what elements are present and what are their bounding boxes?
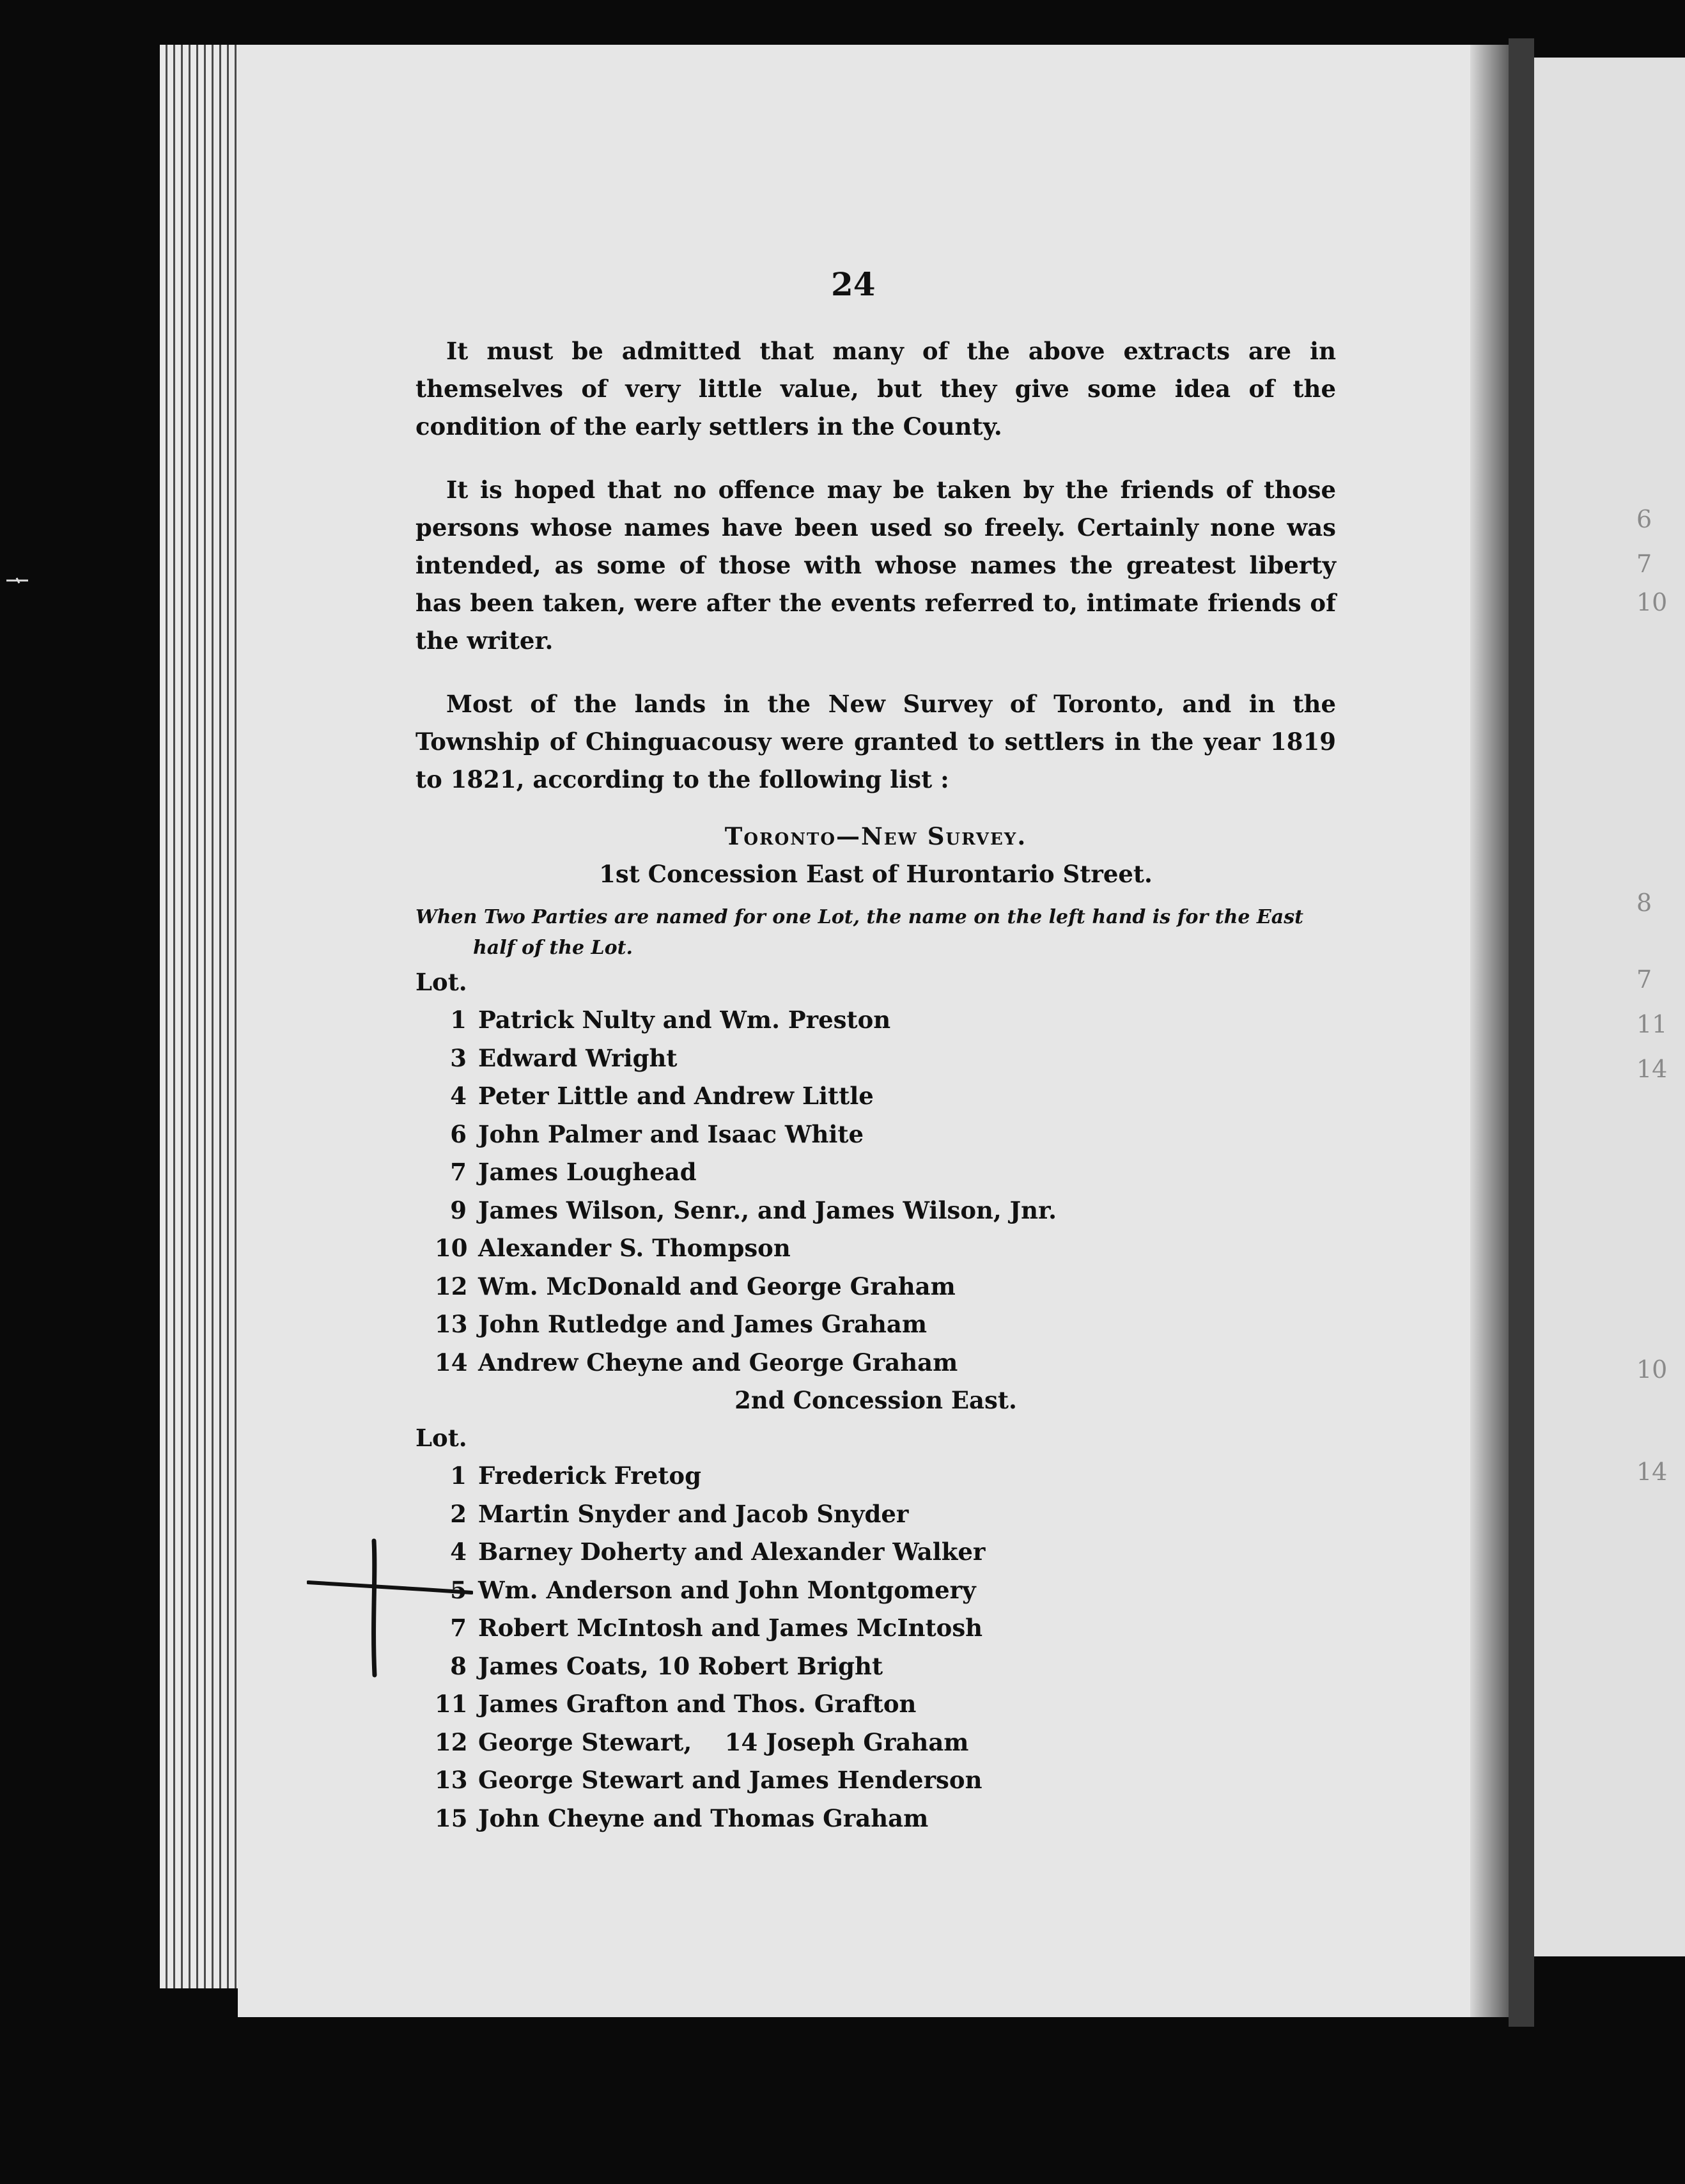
lot-names: James Wilson, Senr., and James Wilson, Jnr. xyxy=(478,1196,1057,1224)
lot-names: Alexander S. Thompson xyxy=(478,1234,791,1262)
list-item xyxy=(435,1077,1336,1116)
handwritten-cross-mark xyxy=(307,1538,473,1678)
adjacent-fragment: 7 xyxy=(1636,965,1652,994)
lot-names: Frederick Fretog xyxy=(478,1462,701,1490)
list-item xyxy=(435,1572,1336,1610)
lot-names: John Palmer and Isaac White xyxy=(478,1119,864,1148)
lot-number: 6 xyxy=(450,1119,467,1148)
lot-number: 2 xyxy=(450,1499,467,1528)
adjacent-fragment: 7 xyxy=(1636,550,1652,578)
adjacent-page xyxy=(1534,58,1685,1956)
lot-names: Patrick Nulty and Wm. Preston xyxy=(478,1006,891,1034)
lot-number: 7 xyxy=(450,1614,467,1642)
section-title: Toronto—New Survey. xyxy=(724,822,1027,850)
list-item xyxy=(435,1040,1336,1078)
lot-names: Peter Little and Andrew Little xyxy=(478,1082,874,1110)
list-item xyxy=(435,1495,1336,1534)
lot-names: John Rutledge and James Graham xyxy=(478,1310,927,1338)
adjacent-fragment: 10 xyxy=(1636,1355,1668,1384)
lot-names: Edward Wright xyxy=(478,1043,678,1072)
lot-names: James Coats, 10 Robert Bright xyxy=(478,1651,883,1680)
adjacent-fragment: 14 xyxy=(1636,1055,1668,1083)
list-item xyxy=(435,1306,1336,1344)
list-item xyxy=(435,1724,1336,1762)
lot-number: 14 xyxy=(435,1348,468,1377)
book-spine xyxy=(1509,38,1534,2027)
lot-number: 12 xyxy=(435,1272,468,1300)
stray-ink-mark xyxy=(5,575,31,586)
list-item xyxy=(435,1609,1336,1648)
adjacent-fragment: 6 xyxy=(1636,505,1652,533)
concession-heading: 1st Concession East of Hurontario Street. xyxy=(599,860,1153,888)
lot-column-label: Lot. xyxy=(415,1424,467,1452)
lot-number: 15 xyxy=(435,1804,468,1832)
list-item xyxy=(435,1192,1336,1230)
lot-number: 11 xyxy=(435,1690,468,1718)
list-item xyxy=(435,1648,1336,1686)
lot-number: 3 xyxy=(450,1043,467,1072)
list-item xyxy=(435,1116,1336,1154)
lot-number: 12 xyxy=(435,1728,468,1756)
lot-number: 4 xyxy=(450,1082,467,1110)
adjacent-fragment: 14 xyxy=(1636,1458,1668,1486)
lot-names: James Grafton and Thos. Grafton xyxy=(478,1690,917,1718)
lot-names: George Stewart, 14 Joseph Graham xyxy=(478,1728,969,1756)
list-item xyxy=(435,1229,1336,1268)
adjacent-fragment: 10 xyxy=(1636,588,1668,616)
lot-names: John Cheyne and Thomas Graham xyxy=(478,1804,929,1832)
lot-number: 7 xyxy=(450,1158,467,1186)
lot-column-label: Lot. xyxy=(415,968,467,996)
page-text xyxy=(415,262,1336,1837)
intro-paragraph: It must be admitted that many of the above extracts are in themselves of very little value, but they give some idea of the condition of the early settlers in the County. xyxy=(415,337,1336,441)
lot-note: When Two Parties are named for one Lot, the name on the left hand is for the East half of the Lot. xyxy=(415,906,1303,959)
concession-heading: 2nd Concession East. xyxy=(734,1386,1017,1414)
lot-names: Barney Doherty and Alexander Walker xyxy=(478,1538,986,1566)
list-item xyxy=(435,1761,1336,1800)
intro-paragraph: Most of the lands in the New Survey of Toronto, and in the Township of Chinguacousy were granted to settlers in the year 1819 to 1821, according to the following list : xyxy=(415,690,1336,793)
adjacent-fragment: 8 xyxy=(1636,889,1652,917)
intro-paragraph: It is hoped that no offence may be taken by the friends of those persons whose names have been used so freely. Certainly none was intended, as some of those with whose names the greatest liberty has been taken, were after the events referred to, intimate friends of the writer. xyxy=(415,476,1336,655)
list-item xyxy=(435,1800,1336,1838)
lot-number: 9 xyxy=(450,1196,467,1224)
lot-number: 13 xyxy=(435,1766,468,1794)
adjacent-fragment: 11 xyxy=(1636,1010,1668,1038)
list-item xyxy=(435,1344,1336,1382)
lot-names: Robert McIntosh and James McIntosh xyxy=(478,1614,983,1642)
lot-names: George Stewart and James Henderson xyxy=(478,1766,982,1794)
page-gutter-shadow xyxy=(1470,45,1509,2017)
list-item xyxy=(435,1001,1336,1040)
lot-names: Wm. Anderson and John Montgomery xyxy=(478,1575,976,1604)
lot-number: 1 xyxy=(450,1462,467,1490)
list-item xyxy=(435,1533,1336,1572)
list-item xyxy=(435,1685,1336,1724)
page-number: 24 xyxy=(831,265,876,303)
lot-names: Andrew Cheyne and George Graham xyxy=(478,1348,958,1377)
lot-number: 10 xyxy=(435,1234,468,1262)
lot-number: 13 xyxy=(435,1310,468,1338)
list-item xyxy=(435,1457,1336,1495)
book-page-edges xyxy=(160,45,243,1988)
lot-number: 4 xyxy=(450,1538,467,1566)
lot-number: 1 xyxy=(450,1006,467,1034)
lot-number: 5 xyxy=(450,1575,467,1604)
lot-number: 8 xyxy=(450,1651,467,1680)
lot-list-concession-2 xyxy=(415,1457,1336,1837)
lot-names: Wm. McDonald and George Graham xyxy=(478,1272,956,1300)
list-item xyxy=(435,1153,1336,1192)
lot-names: James Loughead xyxy=(478,1158,697,1186)
list-item xyxy=(435,1268,1336,1306)
lot-names: Martin Snyder and Jacob Snyder xyxy=(478,1499,909,1528)
lot-list-concession-1 xyxy=(415,1001,1336,1382)
